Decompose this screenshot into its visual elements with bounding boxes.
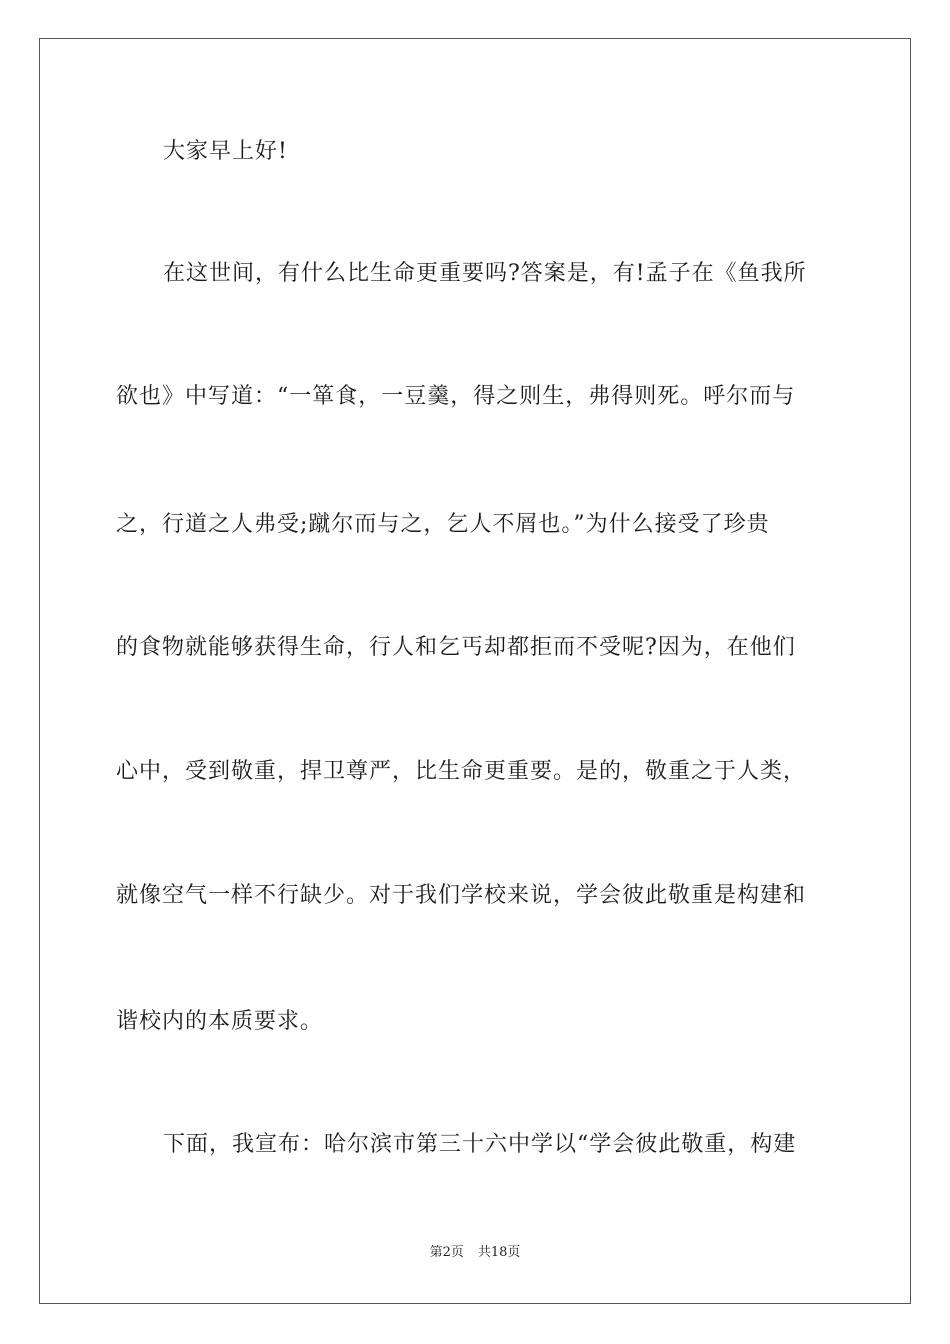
paragraph-line: 欲也》中写道：“一箪食，一豆羹，得之则生，弗得则死。呼尔而与 [116,384,796,409]
page-total: 共18页 [477,1245,521,1260]
paragraph-line: 在这世间，有什么比生命更重要吗?答案是，有!孟子在《鱼我所 [163,261,807,286]
paragraph-line: 大家早上好! [163,139,288,164]
paragraph-line: 心中，受到敬重，捍卫尊严，比生命更重要。是的，敬重之于人类， [116,759,807,784]
paragraph-line: 就像空气一样不行缺少。对于我们学校来说，学会彼此敬重是构建和 [116,883,807,908]
paragraph-line: 之，行道之人弗受;蹴尔而与之，乞人不屑也。”为什么接受了珍贵 [116,512,770,537]
paragraph-line: 下面，我宣布：哈尔滨市第三十六中学以“学会彼此敬重，构建 [163,1132,797,1157]
page-number: 第2页 [429,1245,464,1260]
page-footer [0,1244,950,1262]
paragraph-line: 的食物就能够获得生命，行人和乞丐却都拒而不受呢?因为，在他们 [116,635,796,660]
paragraph-line: 谐校内的本质要求。 [116,1009,324,1034]
page-frame [39,38,911,1304]
